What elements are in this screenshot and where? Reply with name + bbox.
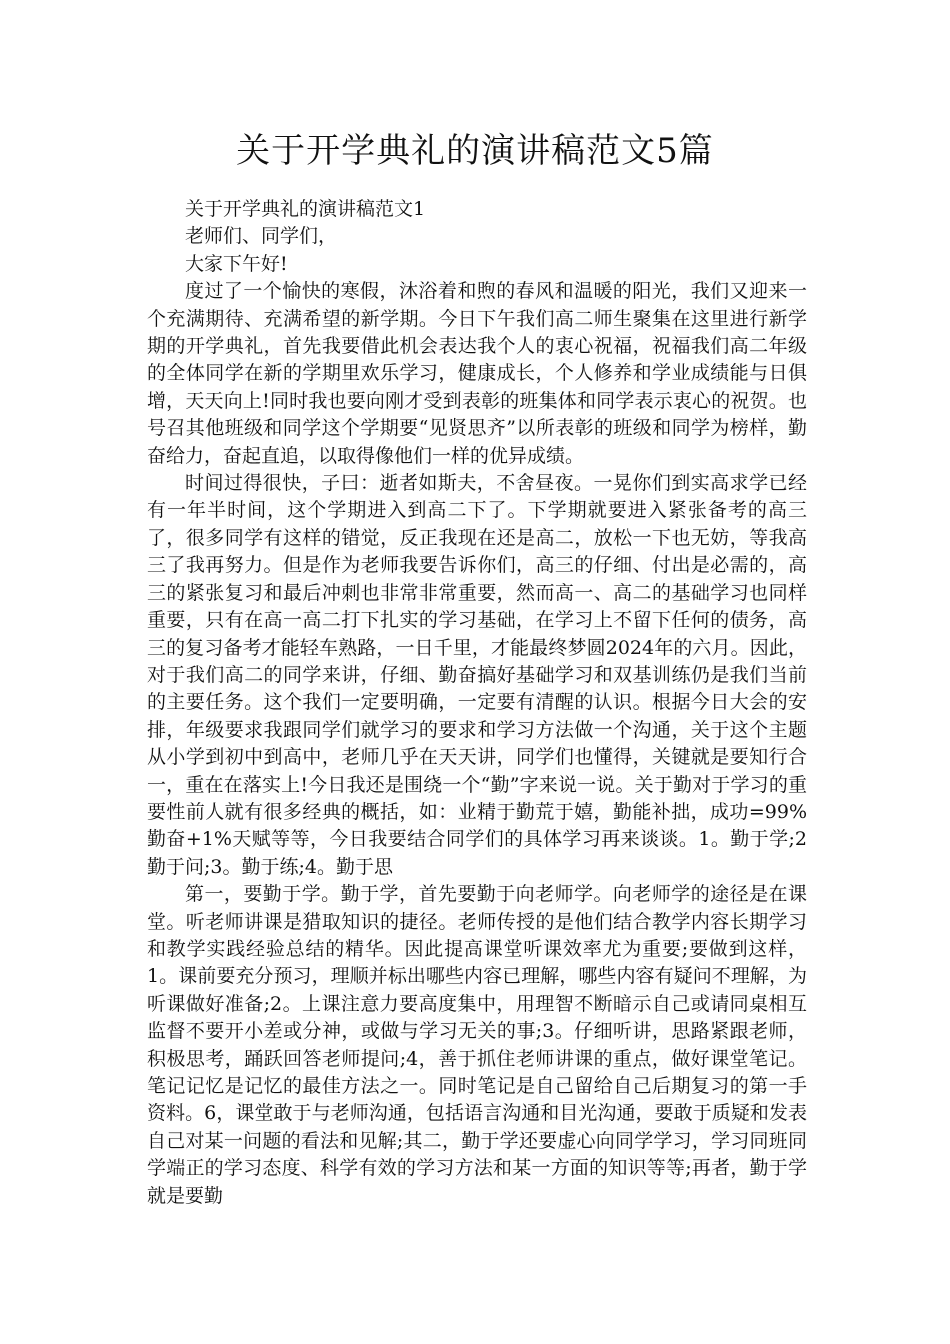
article-subtitle: 关于开学典礼的演讲稿范文1 [185, 198, 426, 220]
greeting-line: 老师们、同学们， [185, 225, 338, 248]
paragraph-2: 时间过得很快，子曰：逝者如斯夫，不舍昼夜。一晃你们到实高求学已经有一年半时间，这个学期进入到高二下了。下学期就要进入紧张备考的高三了，很多同学有这样的错觉，反正我现在还是高二，放松一下也无妨，等我高三了我再努力。但是作为老师我要告诉你们，高三的仔细、付出是必需的，高三的紧张复习和最后冲刺也非常非常重要，然而高一、高二的基础学习也同样重要，只有在高一高二打下扎实的学习基础，在学习上不留下任何的债务，高三的复习备考才能轻车熟路，一日千里，才能最终梦圆2024年的六月。因此，对于我们高二的同学来讲，仔细、勤奋搞好基础学习和双基训练仍是我们当前的主要任务。这个我们一定要明确，一定要有清醒的认识。根据今日大会的安排，年级要求我跟同学们就学习的要求和学习方法做一个沟通，关于这个主题从小学到初中到高中，老师几乎在天天讲，同学们也懂得，关键就是要知行合一，重在在落实上!今日我还是围绕一个“勤”字来说一说。关于勤对于学习的重要性前人就有很多经典的概括，如：业精于勤荒于嬉，勤能补拙，成功=99%勤奋+1%天赋等等，今日我要结合同学们的具体学习再来谈谈。1。勤于学;2勤于问;3。勤于练;4。勤于思 [147, 472, 807, 878]
document-body [147, 196, 807, 1210]
salutation-line: 大家下午好! [185, 252, 288, 275]
document-title: 关于开学典礼的演讲稿范文5篇 [236, 131, 714, 171]
paragraph-1: 度过了一个愉快的寒假，沐浴着和煦的春风和温暖的阳光，我们又迎来一个充满期待、充满希望的新学期。今日下午我们高二师生聚集在这里进行新学期的开学典礼，首先我要借此机会表达我个人的衷心祝福，祝福我们高二年级的全体同学在新的学期里欢乐学习，健康成长，个人修养和学业成绩能与日俱增，天天向上!同时我也要向刚才受到表彰的班集体和同学表示衷心的祝贺。也号召其他班级和同学这个学期要“见贤思齐”以所表彰的班级和同学为榜样，勤奋给力，奋起直追，以取得像他们一样的优异成绩。 [147, 280, 807, 467]
paragraph-3: 第一，要勤于学。勤于学，首先要勤于向老师学。向老师学的途径是在课堂。听老师讲课是猎取知识的捷径。老师传授的是他们结合教学内容长期学习和教学实践经验总结的精华。因此提高课堂听课效率尤为重要;要做到这样，1。课前要充分预习，理顺并标出哪些内容已理解，哪些内容有疑问不理解，为听课做好准备;2。上课注意力要高度集中，用理智不断暗示自己或请同桌相互监督不要开小差或分神，或做与学习无关的事;3。仔细听讲，思路紧跟老师，积极思考，踊跃回答老师提问;4，善于抓住老师讲课的重点，做好课堂笔记。笔记记忆是记忆的最佳方法之一。同时笔记是自己留给自己后期复习的第一手资料。6，课堂敢于与老师沟通，包括语言沟通和目光沟通，要敢于质疑和发表自己对某一问题的看法和见解;其二，勤于学还要虚心向同学学习，学习同班同学端正的学习态度、科学有效的学习方法和某一方面的知识等等;再者，勤于学就是要勤 [147, 883, 807, 1207]
